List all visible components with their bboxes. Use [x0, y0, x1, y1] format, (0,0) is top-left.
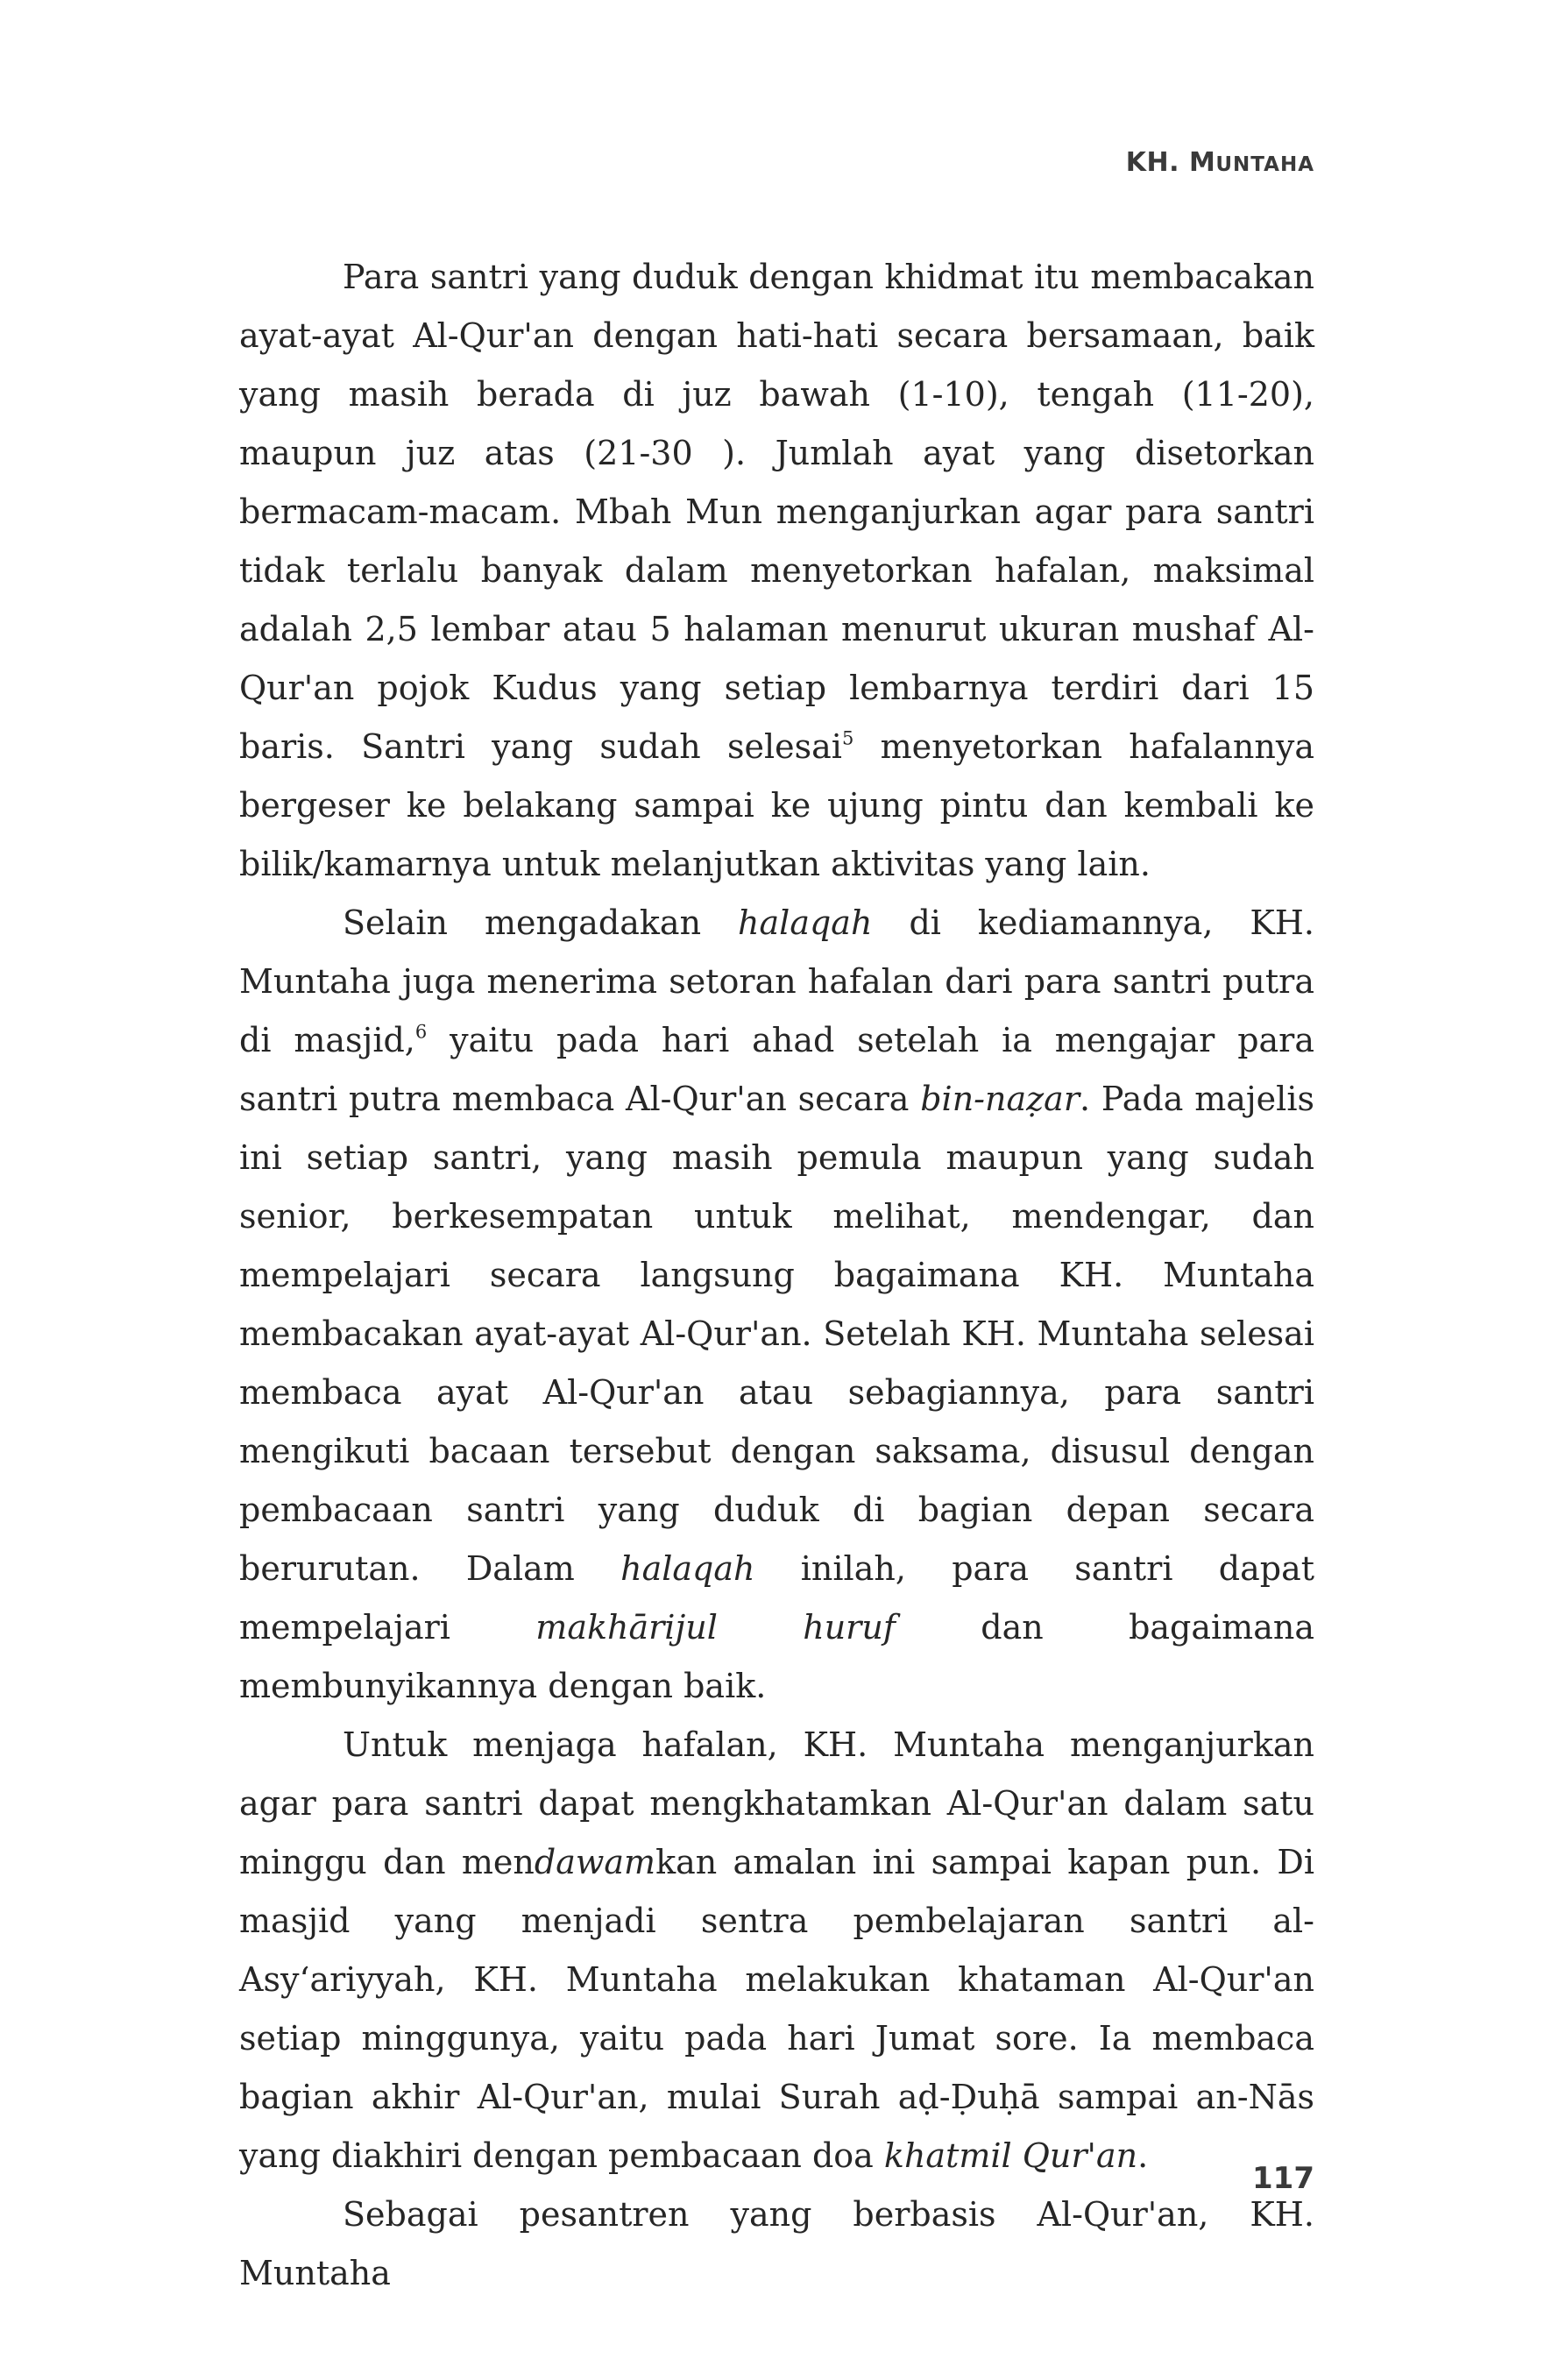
running-head-main: KH. M [1125, 147, 1216, 178]
text-run: inilah, para santri dapat mempelajari [239, 1549, 1314, 1647]
text-run: Sebagai pesantren yang berbasis Al-Qur'an, KH. Muntaha [239, 2195, 1314, 2292]
text-run: dan bagaimana membunyikannya dengan baik. [239, 1608, 1314, 1705]
text-run: menyetorkan hafalannya bergeser ke belakang sampai ke ujung pintu dan kembali ke bilik/kamarnya untuk melanjutkan aktivitas yang lain. [239, 727, 1314, 883]
text-run: yaitu pada hari ahad setelah ia mengajar para santri putra membaca Al-Qur'an secara [239, 1021, 1315, 1118]
italic-term: bin-naẓar [920, 1080, 1080, 1118]
footnote-ref-5: 5 [841, 727, 854, 749]
italic-term: halaqah [738, 903, 873, 942]
italic-term: makhārijul huruf [535, 1608, 896, 1647]
text-run: Untuk menjaga hafalan, KH. Muntaha menganjurkan agar para santri dapat mengkhatamkan Al-Qur'an dalam satu minggu dan men [239, 1725, 1314, 1881]
paragraph-3 [239, 1716, 1314, 2185]
paragraph-2 [239, 894, 1314, 1716]
italic-term: dawam [534, 1843, 656, 1881]
running-head-smallcaps: UNTAHA [1215, 153, 1314, 176]
page-number: 117 [1252, 2161, 1314, 2196]
body-text [239, 248, 1314, 2303]
paragraph-4 [239, 2185, 1314, 2303]
text-run: di kediamannya, KH. Muntaha juga menerima setoran hafalan dari para santri putra di masjid, [239, 903, 1314, 1059]
text-run: . [1137, 2136, 1149, 2175]
paragraph-1 [239, 248, 1314, 894]
text-run: . Pada majelis ini setiap santri, yang masih pemula maupun yang sudah senior, berkesempatan untuk melihat, mendengar, dan mempelajari secara langsung bagaimana KH. Muntaha membacakan ayat-ayat Al-Qur'an. Setelah KH. Muntaha selesai membaca ayat Al-Qur'an atau sebagiannya, para santri mengikuti bacaan tersebut dengan saksama, disusul dengan pembacaan santri yang duduk di bagian depan secara berurutan. Dalam [239, 1080, 1314, 1588]
italic-term: halaqah [620, 1549, 755, 1588]
text-run: kan amalan ini sampai kapan pun. Di masjid yang menjadi sentra pembelajaran santri al-Asy‘ariyyah, KH. Muntaha melakukan khataman Al-Qur'an setiap minggunya, yaitu pada hari Jumat sore. Ia membaca bagian akhir Al-Qur'an, mulai Surah aḍ-Ḍuḥā sampai an-Nās yang diakhiri dengan pembacaan doa [239, 1843, 1314, 2175]
italic-term: khatmil Qur'an [883, 2136, 1138, 2175]
text-run: Para santri yang duduk dengan khidmat itu membacakan ayat-ayat Al-Qur'an dengan hati-hati secara bersamaan, baik yang masih berada di juz bawah (1-10), tengah (11-20), maupun juz atas (21-30 ). Jumlah ayat yang disetorkan bermacam-macam. Mbah Mun menganjurkan agar para santri tidak terlalu banyak dalam menyetorkan hafalan, maksimal adalah 2,5 lembar atau 5 halaman menurut ukuran mushaf Al-Qur'an pojok Kudus yang setiap lembarnya terdiri dari 15 baris. Santri yang sudah selesai [239, 258, 1314, 766]
text-run: Selain mengadakan [343, 903, 739, 942]
running-head [1126, 147, 1314, 178]
footnote-ref-6: 6 [414, 1021, 428, 1043]
